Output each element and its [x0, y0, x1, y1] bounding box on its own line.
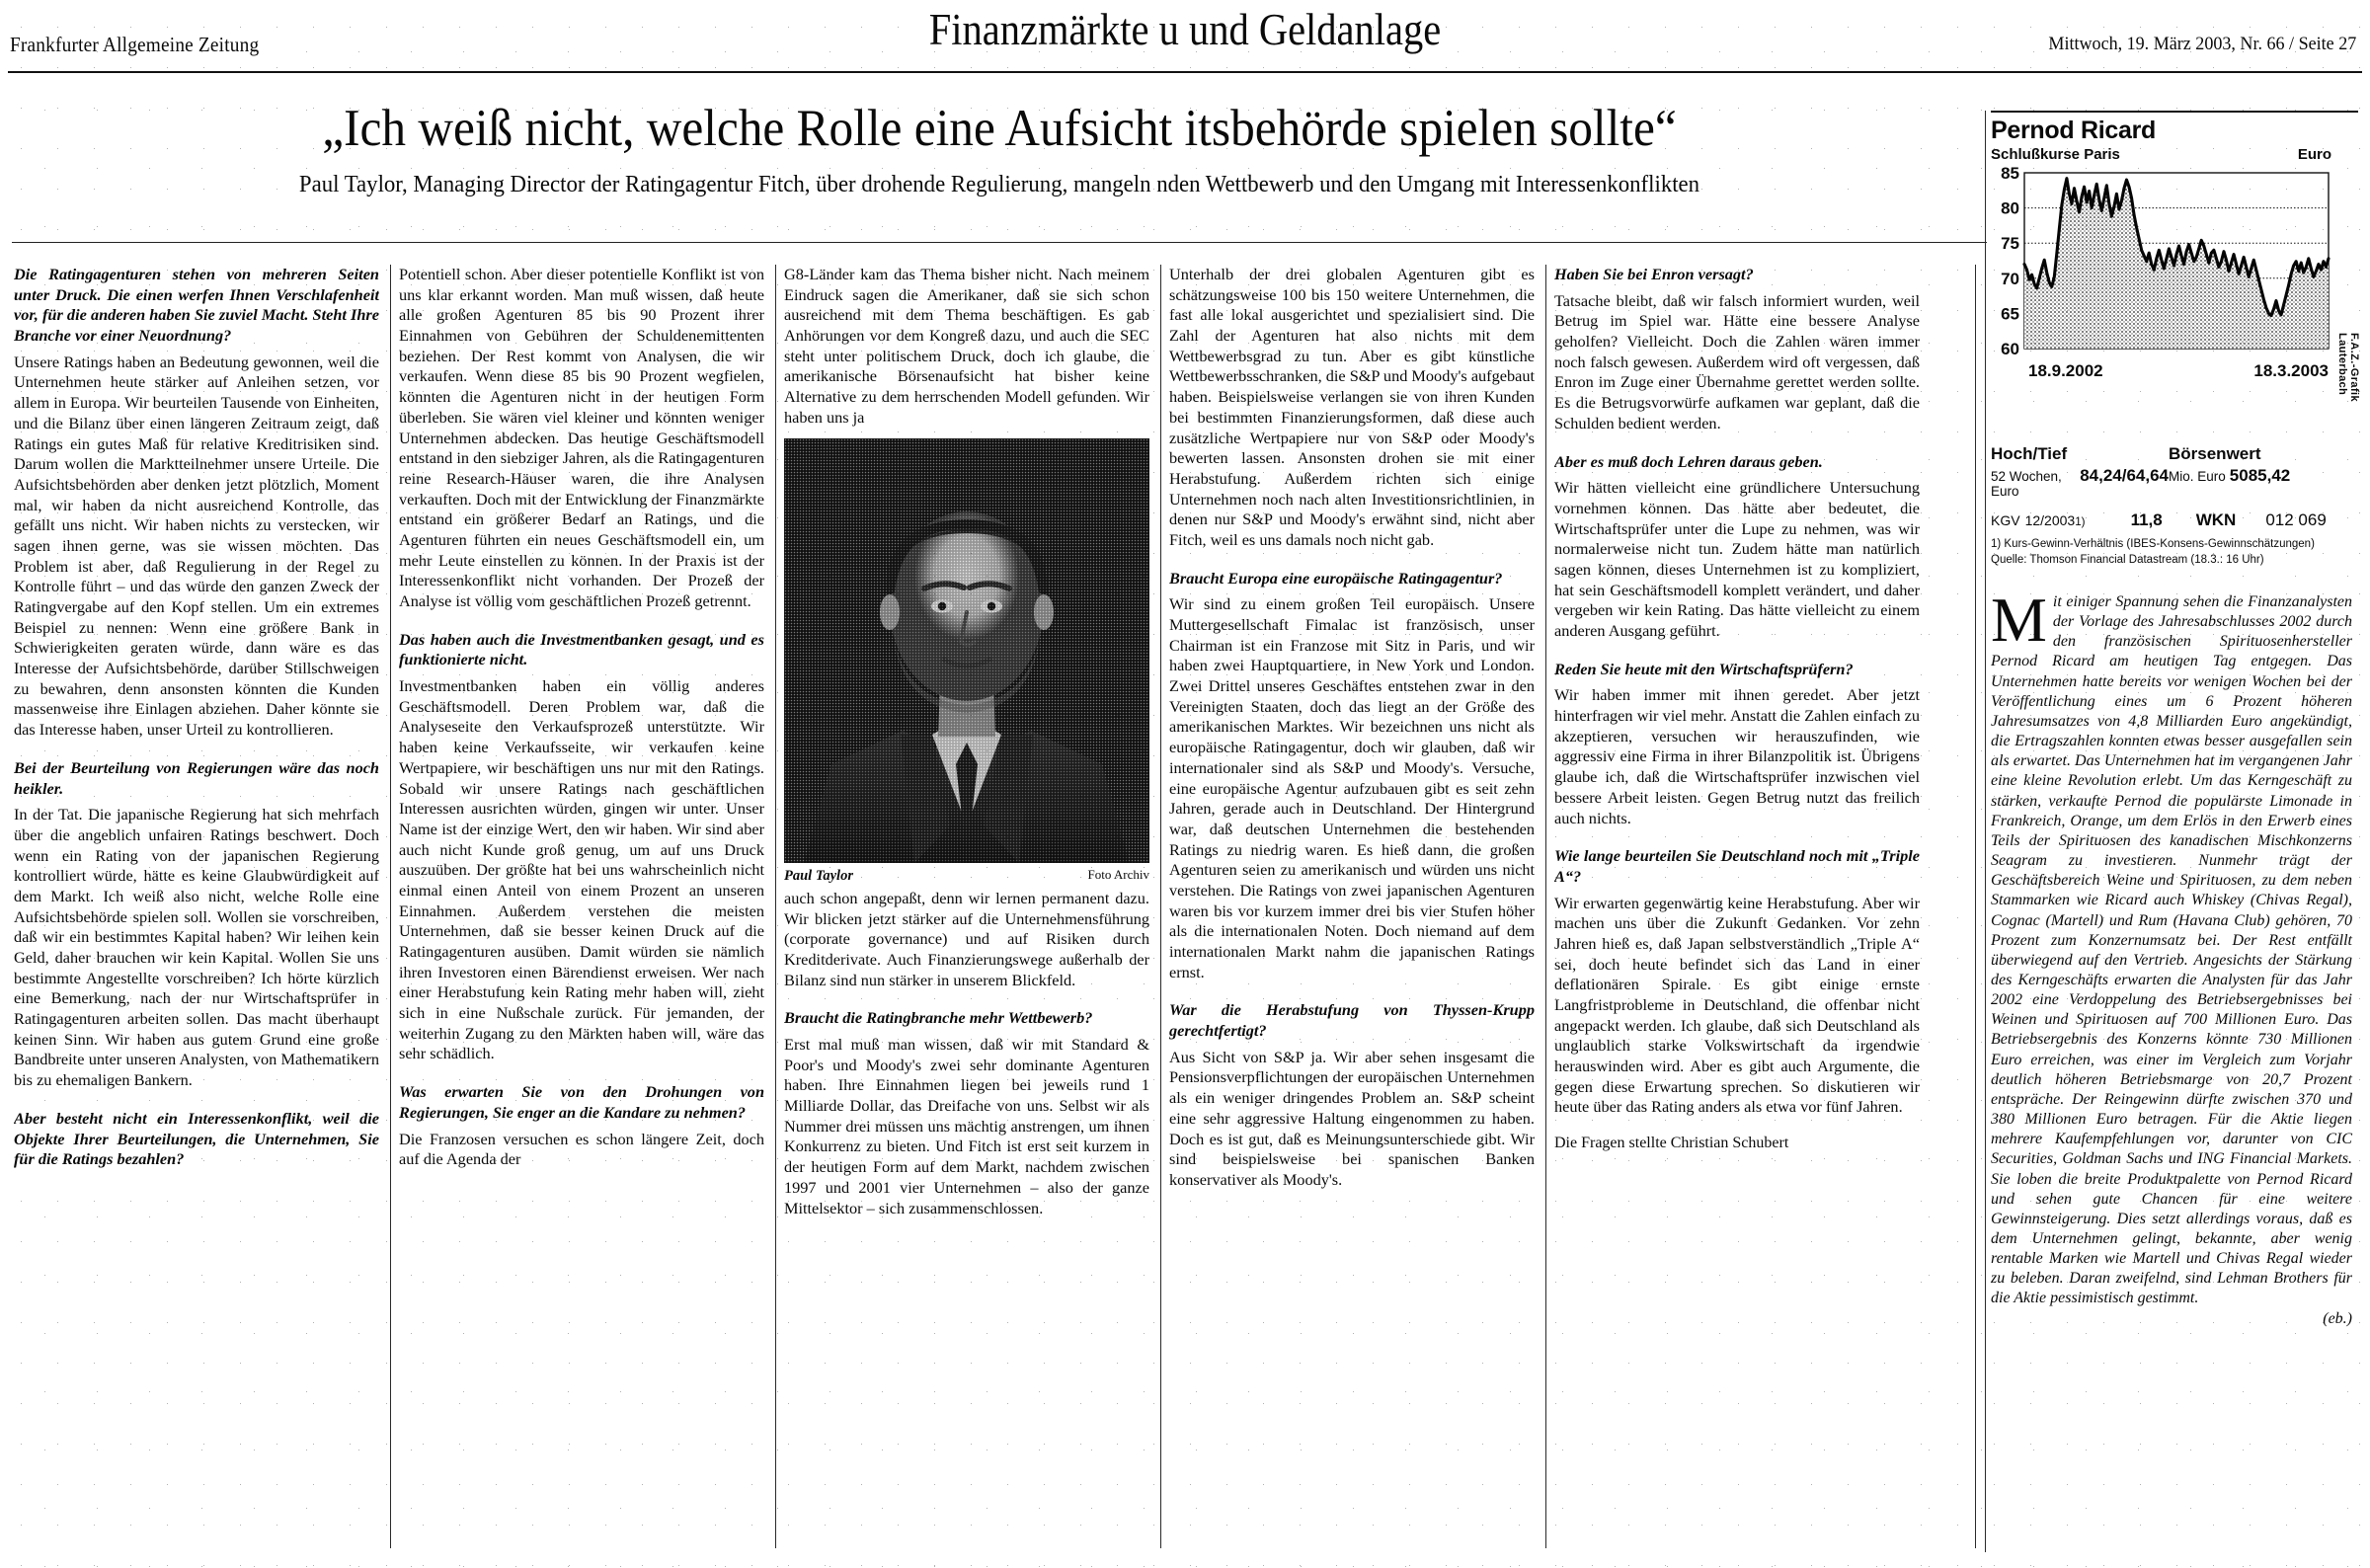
photo-credit: Foto Archiv [1087, 866, 1149, 882]
interview-answer: Erst mal muß man wissen, daß wir mit Standard & Poor's und Moody's zwei sehr dominante Agenturen haben. Ihre Einnahmen liegen bei jeweils rund 1 Milliarde Dollar, das Dreifache von uns. Selbst wir als Nummer drei müssen uns mächtig anstrengen, um ihnen Konkurrenz zu bieten. Und Fitch ist erst seit kurzem in der heutigen Form auf dem Markt, nachdem zwischen 1997 und 2001 vier Unternehmen – also der ganze Mittelsektor – sich zusammenschlossen. [784, 1035, 1149, 1217]
boersenwert-label: Börsenwert [2169, 444, 2261, 463]
rail-divider [1985, 111, 1986, 1552]
interview-answer: Aus Sicht von S&P ja. Wir aber sehen insgesamt die Pensionsverpflichtungen der europäischen Unternehmen als ein weniger dringendes Problem an. S&P scheint eine sehr aggressive Haltung eingenommen zu haben. Doch es ist gut, daß es Meinungsunterschiede gibt. Wir sind beispielsweise bei spanischen Banken konservativer als Moody's. [1169, 1047, 1535, 1189]
stock-panel [1991, 111, 2358, 1552]
interview-question: War die Herabstufung von Thyssen-Krupp gerechtfertigt? [1169, 1000, 1535, 1041]
hoch-tief-value: 84,24/64,64 [2080, 466, 2169, 485]
column-rule [775, 265, 776, 1548]
stock-price-chart [1991, 165, 2358, 412]
stat-headers-row [1991, 444, 2346, 464]
column-rule [1545, 265, 1546, 1548]
interview-question: Wie lange beurteilen Sie Deutschland noch mit „Triple A“? [1554, 846, 1920, 886]
wkn-value: 012 069 [2265, 510, 2327, 529]
text-column-5 [1554, 265, 1920, 1548]
article-subhead: Paul Taylor, Managing Director der Ratingagentur Fitch, über drohende Regulierung, mangeln nden Wettbewerb und den Umgang mit Interessenkonflikten [298, 172, 1700, 198]
interview-question: Braucht die Ratingbranche mehr Wettbewerb? [784, 1008, 1093, 1028]
text-column-1 [14, 265, 379, 1548]
interview-answer: Die Franzosen versuchen es schon längere Zeit, doch auf die Agenda der [399, 1129, 764, 1169]
interview-question: Aber es muß doch Lehren daraus geben. [1554, 451, 1823, 471]
text-column-2 [399, 265, 764, 1548]
photo-caption-row [784, 863, 1149, 885]
column-rule [390, 265, 391, 1548]
interview-question: Haben Sie bei Enron versagt? [1554, 265, 1754, 283]
interview-answer: Potentiell schon. Aber dieser potentielle Konflikt ist von uns klar erkannt worden. Man muß wissen, daß heute alle großen Agenturen 85 bis 90 Prozent ihrer Einnahmen von Gebühren der Schuldenemittenten beziehen. Der Rest kommt von Analysen, die wir verkaufen. Wenn diese 85 bis 90 Prozent wegfielen, könnten die Agenturen nicht in der heutigen Form überleben. Sie wären viel kleiner und könnten weniger Unternehmen abdecken. Das heutige Geschäftsmodell entstand in den siebziger Jahren, als die Ratingagenturen reine Research-Häuser waren, die ihre Analysen verkauften. Doch mit der Entwicklung der Finanzmärkte entstand ein größerer Bedarf an Ratings, und die Agenturen führten ein neues Geschäftsmodell ein, um mehr Leute einstellen zu können. In der Praxis ist der Interessenkonflikt nicht vorhanden. Der Prozeß der Analyse ist völlig vom geschäftlichen Prozeß getrennt. [399, 265, 764, 610]
svg-text:18.3.2003: 18.3.2003 [2253, 361, 2329, 380]
photo-caption: Paul Taylor [784, 867, 853, 884]
interview-question: Braucht Europa eine europäische Ratingagentur? [1169, 568, 1503, 588]
interview-question: Das haben auch die Investmentbanken gesagt, und es funktionierte nicht. [399, 629, 764, 669]
stock-header [1991, 117, 2358, 163]
stat-values-row [1991, 466, 2346, 499]
interview-question: Reden Sie heute mit den Wirtschaftsprüfern? [1554, 659, 1854, 678]
interview-answer: Unsere Ratings haben an Bedeutung gewonnen, weil die Unternehmen heute stärker auf Anleihen setzen, vor allem in Europa. Wir beurteilen Tausende von Einheiten, und die Bilanz über einen längeren Zeitraum zeigt, daß Ratings ein gutes Maß für relative Kreditrisiken sind. Darum wollen die Marktteilnehmer unsere Urteile. Die Aufsichtsbehörden aber denken jetzt plötzlich, Moment mal, wir haben da nicht ausreichend Kontrolle, das gefällt uns nicht. Wir haben nichts zu verstecken, wir sagen ihnen gerne, was sie wissen möchten. Das Problem ist aber, daß Regulierung in der Regel zu Kontrolle führt – und das würde den ganzen Zweck der Ratingvergabe auf den Kopf stellen. Um ein extremes Beispiel zu nennen: Wenn eine größere Bank in Schwierigkeiten geraten würde, dann wäre es das Interesse der Aufsichtsbehörde, darüber Stillschweigen zu bewahren, denn ansonsten könnten die Kunden massenweise ihre Einlagen abziehen. Daher könnte sie das Interesse haben, unser Urteil zu kontrollieren. [14, 352, 379, 740]
interview-answer: Unterhalb der drei globalen Agenturen gibt es schätzungsweise 100 bis 150 weitere Unternehmen, die fast alle lokal ausgerichtet und spezialisiert sind. Die Zahl der Agenturen hat also nichts mit dem Wettbewerbsgrad zu tun. Aber es gibt künstliche Wettbewerbsschranken, die S&P und Moody's aufgebaut haben. Beispielsweise verlangen sie von ihren Kunden bei bestimmten Finanzierungsformen, daß diese auch zusätzliche Wertpapiere nur von S&P oder Moody's bewerten lassen. Ansonsten drohen sie mit einer Herabstufung. Außerdem richten sich einige Unternehmen noch nach alten Investitionsrichtlinien, in denen nur S&P und Moody's erwähnt sind, nicht aber Fitch, weil es uns damals noch nicht gab. [1169, 265, 1535, 549]
kgv-wkn-row [1991, 510, 2346, 530]
column-rule [1975, 265, 1976, 1548]
headline-block [12, 83, 1987, 198]
kgv-value: 11,8 [2130, 510, 2163, 529]
column-rule [1160, 265, 1161, 1548]
stock-commentary [1991, 585, 2352, 1329]
kgv-period: 12/2003 [2024, 512, 2076, 528]
article-attribution: Die Fragen stellte Christian Schubert [1554, 1135, 1789, 1152]
hoch-tief-sublabel: 52 Wochen, Euro [1991, 469, 2062, 499]
interview-answer: In der Tat. Die japanische Regierung hat sich mehrfach über die angeblich unfairen Ratings beschwert. Doch wenn ein Rating von der japanischen Regierung kontrolliert würde, hätte es keine Glaubwürdigkeit auf dem Markt. Ich weiß also nicht, welche Rolle eine Aufsichtsbehörde spielen soll. Wollen sie vorschreiben, daß wir ein bestimmtes Kapital haben? Wir leihen kein Geld, daher brauchen wir kein Kapital. Wollen Sie uns bestimmte Angestellte vorschreiben? Ich hörte kürzlich eine Bemerkung, nach der nur Wirtschaftsprüfer in Ratingagenturen arbeiten sollen. Das macht überhaupt keinen Sinn. Wir haben aus gutem Grund eine große Bandbreite unter unseren Analysten, von Mathematikern bis zu ehemaligen Bankern. [14, 805, 379, 1090]
svg-text:80: 80 [2001, 198, 2019, 218]
stock-subtitle-row [1991, 146, 2331, 163]
boersenwert-value-cell [2169, 466, 2346, 499]
interview-question: Die Ratingagenturen stehen von mehreren Seiten unter Druck. Die einen werfen Ihnen Verschlafenheit vor, für die anderen haben Sie zuviel Macht. Steht Ihre Branche vor einer Neuordnung? [14, 265, 379, 346]
stock-stats [1991, 444, 2346, 530]
interview-question: Bei der Beurteilung von Regierungen wäre das noch heikler. [14, 757, 379, 798]
interview-answer: Wir sind zu einem großen Teil europäisch. Unsere Muttergesellschaft Fimalac ist französisch, unser Chairman ist ein Franzose mit Sitz in Paris, und wir haben zwei Hauptquartiere, in New York und London. Zwei Drittel unseres Geschäftes entstehen zwar in den Vereinigten Staaten, doch das liegt an der Größe des amerikanischen Marktes. Wir bezeichnen uns nicht als europäische Ratingagentur, doch wir glauben, daß wir internationaler sind als S&P und Moody's. Versuche, eine europäische Agentur aufzubauen gibt es seit zehn Jahren, gerade auch in Deutschland. Der Hintergrund war, daß deutschen Unternehmen die bestehenden Ratings zu niedrig waren. Es hieß dann, die großen Agenturen seien zu amerikanisch und würden uns nicht verstehen. Die Ratings von zwei japanischen Agenturen waren bis vor kurzem immer drei bis vier Stufen höher als die internationalen Noten. Doch niemand auf dem internationalen Markt nahm die japanischen Ratings ernst. [1169, 594, 1535, 981]
svg-text:60: 60 [2001, 340, 2019, 358]
interview-answer: Wir hätten vielleicht eine gründlichere Untersuchung vornehmen können. Das hätte aber bedeutet, die Wirtschaftsprüfer unter die Lupe zu nehmen, was wir normalerweise nicht tun. Zudem hätte man natürlich sagen können, dieses Unternehmen ist zu kompliziert, hat sein Geschäftsmodell komplett verändert, und daher vergeben wir kein Rating. Das hätte vielleicht zu einem anderen Ausgang geführt. [1554, 478, 1920, 640]
stock-commentary-signature: (eb.) [2323, 1309, 2352, 1327]
hoch-tief-value-cell [1991, 466, 2169, 499]
text-column-3 [784, 265, 1149, 1548]
interview-question: Aber besteht nicht ein Interessenkonflikt, weil die Objekte Ihrer Beurteilungen, die Unternehmen, Sie für die Ratings bezahlen? [14, 1108, 379, 1169]
stock-currency: Euro [2297, 146, 2331, 163]
interview-answer: Tatsache bleibt, daß wir falsch informiert wurden, weil Betrug im Spiel war. Hätte eine bessere Analyse geholfen? Vielleicht. Doch die Zahlen wären immer noch falsch gewesen. Außerdem wird oft vergessen, daß Enron im Zuge einer Übernahme gerettet werden sollte. Es die Betrugsvorwürfe aufkamen war geplant, daß die Schulden bedient werden. [1554, 290, 1920, 432]
stock-subtitle: Schlußkurse Paris [1991, 146, 2120, 163]
chart-footnotes [1991, 537, 2351, 568]
svg-text:65: 65 [2001, 304, 2019, 324]
issue-date-line: Mittwoch, 19. März 2003, Nr. 66 / Seite 27 [2048, 34, 2356, 54]
masthead-divider [8, 71, 2362, 73]
drop-cap: M [1991, 585, 2047, 655]
stock-company-name: Pernod Ricard [1991, 117, 2156, 144]
svg-text:18.9.2002: 18.9.2002 [2028, 361, 2103, 380]
interview-answer: auch schon angepaßt, denn wir lernen permanent dazu. Wir blicken jetzt stärker auf die Unternehmensführung (corporate governance) und auf Risiken durch Kreditderivate. Auch Finanzierungswege außerhalb der Bilanz sind nun stärker in unserem Blickfeld. [784, 888, 1149, 989]
headline-divider [12, 242, 1987, 243]
boersenwert-sublabel: Mio. Euro [2169, 469, 2226, 484]
footnote-kgv: 1) Kurs-Gewinn-Verhältnis (IBES-Konsens-Gewinnschätzungen) [1991, 538, 2315, 550]
interview-answer: Wir haben immer mit ihnen geredet. Aber jetzt hinterfragen wir viel mehr. Anstatt die Zahlen einfach zu akzeptieren, versuchen wir herauszufinden, wie aggressiv eine Firma in ihrer Bilanzpolitik ist. Übrigens glaube ich, daß die Wirtschaftsprüfer inzwischen viel bessere Arbeit leisten. Gegen Betrug nutzt das freilich auch nichts. [1554, 685, 1920, 827]
photo-block [784, 438, 1149, 885]
section-title: Finanzmärkte u und Geldanlage [928, 5, 1442, 54]
interview-answer: Investmentbanken haben ein völlig anderes Geschäftsmodell. Deren Problem war, daß die Analyseseite den Verkaufsprozeß unterstützte. Wir haben keine Verkaufsseite, wir verkaufen keine Wertpapiere, wir beschäftigen uns nur mit den Ratings. Sobald wir unsere Ratings nach geschäftlichen Interessen ausrichten würden, gingen wir unter. Unser Name ist der einzige Wert, den wir haben. Wir sind aber auch nicht Kunde groß genug, um auf uns Druck auszuüben. Der größte hat bei uns wahrscheinlich nicht einmal einen Anteil von einem Prozent an unseren Einnahmen. Außerdem verstehen die meisten Unternehmen, daß sie besser keinen Druck auf die Ratingagenturen ausüben. Damit würden sie nämlich ihren Investoren einen Bärendienst erweisen. Wer nach einer Herabstufung kein Rating mehr haben will, zieht sich in eine Nußschale zurück. Für jemanden, der weiterhin Zugang zu den Märkten haben will, wäre das sehr schädlich. [399, 676, 764, 1063]
interview-question: Was erwarten Sie von den Drohungen von Regierungen, Sie enger an die Kandare zu nehmen? [399, 1082, 764, 1122]
stock-commentary-body: it einiger Spannung sehen die Finanzanalysten der Vorlage des Jahresabschlusses 2002 durch den französischen Spirituosenhersteller Pernod Ricard am heutigen Tag entgegen. Das Unternehmen hatte bereits vor wenigen Wochen bei der Veröffentlichung eines um 6 Prozent höheren Jahresumsatzes von 4,8 Milliarden Euro angekündigt, die Ertragszahlen konnten etwas besser ausgefallen sein als erwartet. Das Unternehmen hat im vergangenen Jahr eine kleine Revolution erlebt. Um das Kerngeschäft zu stärken, verkaufte Pernod die populärste Limonade in Frankreich, Orange, um dem Erlös in den Erwerb eines Teils der Spirituosen des kanadischen Mischkonzerns Seagram zu investieren. Nunmehr trägt der Geschäftsbereich Weine und Spirituosen, zu dem neben Stammarken wie Ricard auch Whiskey (Chivas Regal), Cognac (Martell) und Rum (Havana Club) gehören, 70 Prozent zum Konzernumsatz bei. Der Rest entfällt überwiegend auf den Vertrieb. Angesichts der Stärkung des Kerngeschäfts erwarten die Analysten für das Jahr 2002 eine Verdoppelung des Betriebsergebnisses bei Weinen und Spirituosen auf 700 Millionen Euro. Das Betriebsergebnis des Konzerns könnte 730 Millionen Euro erreichen, was einer im Vergleich zum Vorjahr deutlich höheren Betriebsmarge von 20,7 Prozent entspräche. Der Reingewinn dürfte zwischen 370 und 380 Millionen Euro betragen. Für die Aktie liegen mehrere Kaufempfehlungen vor, darunter von CIC Securities, Goldman Sachs und ING Financial Markets. Sie loben die breite Produktpalette von Pernod Ricard und sehen gute Chancen für eine weitere Gewinnsteigerung. Dies setzt allerdings voraus, daß es dem Unternehmen gelingt, bekannte, aber wenig rentable Marken wie Martell und Chivas Regal wieder zu beleben. Daran zweifelnd, sind Lehman Brothers für die Aktie pessimistisch gestimmt. [1991, 593, 2352, 1307]
svg-text:85: 85 [2001, 165, 2019, 183]
kgv-label: KGV [1991, 512, 2020, 528]
publication-name: Frankfurter Allgemeine Zeitung [10, 33, 260, 56]
svg-text:75: 75 [2001, 234, 2019, 254]
boersenwert-value: 5085,42 [2229, 466, 2291, 485]
hoch-tief-label: Hoch/Tief [1991, 444, 2068, 463]
masthead [0, 0, 2370, 73]
text-column-4 [1169, 265, 1535, 1548]
kgv-footnote-marker: 1) [2075, 515, 2086, 528]
footnote-source: Quelle: Thomson Financial Datastream (18.3.: 16 Uhr) [1991, 553, 2264, 566]
chart-credit: F.A.Z.-Grafik Lauterbach [2336, 333, 2360, 402]
article-columns [14, 265, 1981, 1548]
interview-answer: G8-Länder kam das Thema bisher nicht. Nach meinem Eindruck sagen die Amerikaner, daß sie sich schon ausreichend mit dem Thema beschäftigen. Es gab Anhörungen vor dem Kongreß dazu, und auch die SEC steht unter politischem Druck, doch ich glaube, die amerikanische Börsenaufsicht hat bisher keine Alternative zu dem herrschenden Modell gefunden. Wir haben uns ja [784, 265, 1149, 427]
wkn-label: WKN [2195, 510, 2237, 529]
svg-text:70: 70 [2001, 269, 2019, 288]
interview-answer: Wir erwarten gegenwärtig keine Herabstufung. Aber wir machen uns über die Zukunft Gedanken. Vor zehn Jahren hieß es, daß Japan selbstverständlich „Triple A“ sei, doch heute befindet sich das Land in einer deflationären Spirale. Es gibt einige ernste Langfristprobleme in Deutschland, die offenbar nicht angepackt werden. Ich glaube, daß sich Deutschland als unglaublich starke Volkswirtschaft da irgendwie herauswinden wird. Aber es gibt auch Argumente, die gegen diese Erwartung sprechen. So diskutieren wir heute über das Rating anders als etwa vor fünf Jahren. [1554, 893, 1920, 1117]
portrait-photo [784, 438, 1149, 863]
page-title: „Ich weiß nicht, welche Rolle eine Aufsicht itsbehörde spielen sollte“ [322, 100, 1677, 157]
